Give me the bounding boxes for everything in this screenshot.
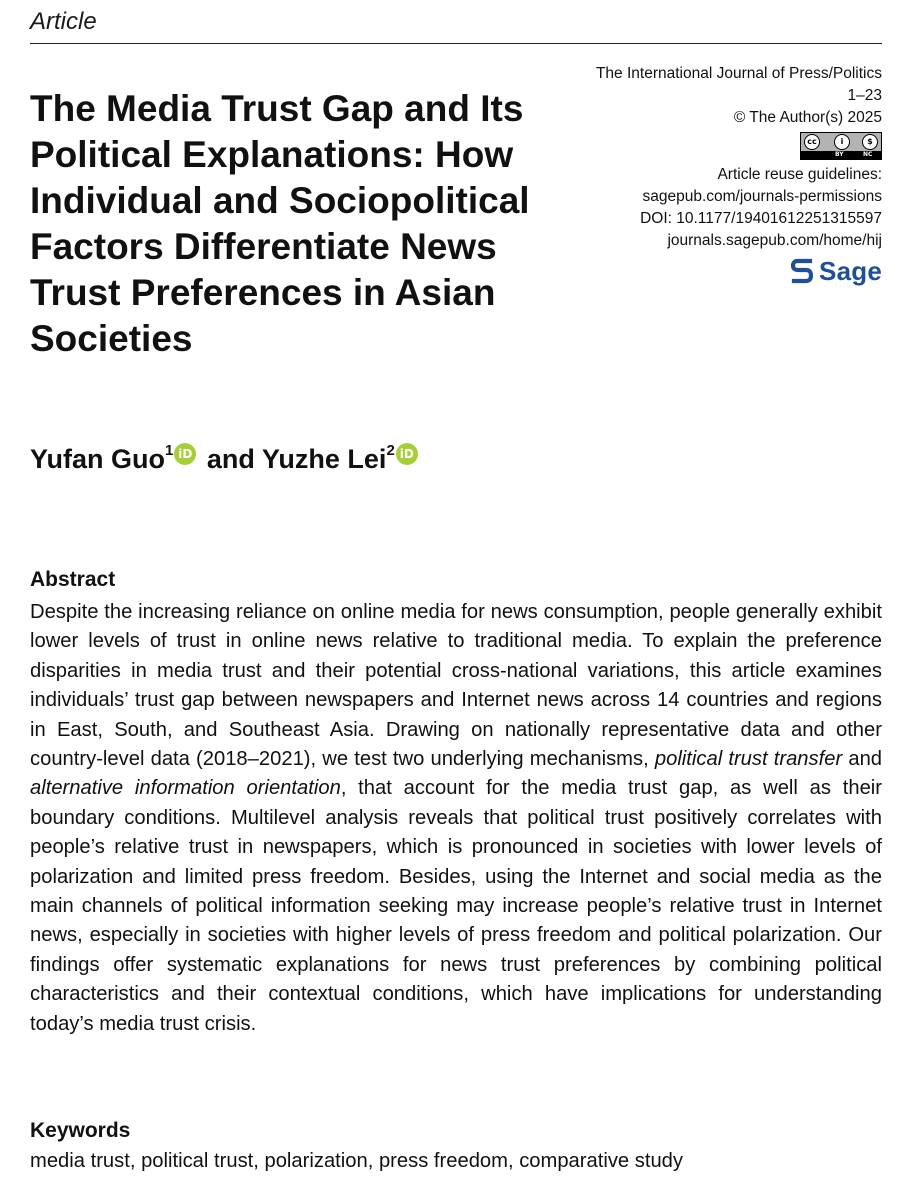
article-type-label: Article [30,8,97,35]
copyright-notice: © The Author(s) 2025 [733,109,882,126]
abstract-body [30,598,882,1039]
article-title: The Media Trust Gap and Its Political Explanations: How Individual and Sociopolitical Factors Differentiate News Trust Preferences in Asian Societies [30,88,530,359]
reuse-guidelines-link[interactable]: sagepub.com/journals-permissions [642,188,882,205]
abstract-text: Despite the increasing reliance on online media for news consumption, people generally exhibit lower levels of trust in online news relative to traditional media. To explain the preference disparities in media trust and their potential cross-national variations, this article examines individuals’ trust gap between newspapers and Internet news across 14 countries and regions in East, South, and Southeast Asia. Drawing on nationally representative data and other country-level data (2018–2021), we test two underlying mechanisms, [30,601,882,771]
abstract-term: alternative information orientation [30,777,341,800]
reuse-guidelines-label: Article reuse guidelines: [717,166,882,183]
abstract-heading: Abstract [30,568,116,591]
doi[interactable]: DOI: 10.1177/19401612251315597 [640,210,882,227]
attribution-icon: i [834,134,850,150]
abstract-text: , that account for the media trust gap, as well as their boundary conditions. Multilevel analysis reveals that political trust positively correlates with people’s relative trust in newspapers, which is pronounced in societies with lower levels of polarization and limited press freedom. Besides, using the Internet and social media as the main channels of political information seeking may increase people’s relative trust in Internet news, especially in societies with higher levels of press freedom and political polarization. Our findings offer systematic explanations for news trust preferences by combining political characteristics and their contextual conditions, which have implications for understanding today’s media trust crisis. [30,777,883,1035]
orcid-icon[interactable]: iD [396,443,418,465]
header-rule [30,43,882,44]
author-joiner: and [206,444,255,474]
page-range: 1–23 [847,87,882,104]
sage-logo[interactable] [791,258,882,284]
affiliation-marker: 2 [386,442,395,459]
license-by-label: BY [835,151,844,158]
non-commercial-icon: $ [862,134,878,150]
keywords-list: media trust, political trust, polarization, press freedom, comparative study [30,1150,684,1172]
orcid-icon[interactable]: iD [174,443,196,465]
abstract-text: and [848,748,883,771]
journal-info-block [522,63,882,291]
creative-commons-license-icon[interactable] [800,132,882,160]
keywords-heading: Keywords [30,1119,131,1142]
author-name[interactable]: Yufan Guo [30,444,165,474]
journal-home-link[interactable]: journals.sagepub.com/home/hij [667,232,882,249]
author-list [30,444,421,475]
affiliation-marker: 1 [165,442,174,459]
license-nc-label: NC [863,151,873,158]
journal-name[interactable]: The International Journal of Press/Politics [595,65,882,82]
author-name[interactable]: Yuzhe Lei [261,444,387,474]
sage-s-icon [791,258,813,284]
cc-icon: cc [804,134,820,150]
publisher-name: Sage [819,256,882,286]
abstract-term: political trust transfer [654,748,843,771]
